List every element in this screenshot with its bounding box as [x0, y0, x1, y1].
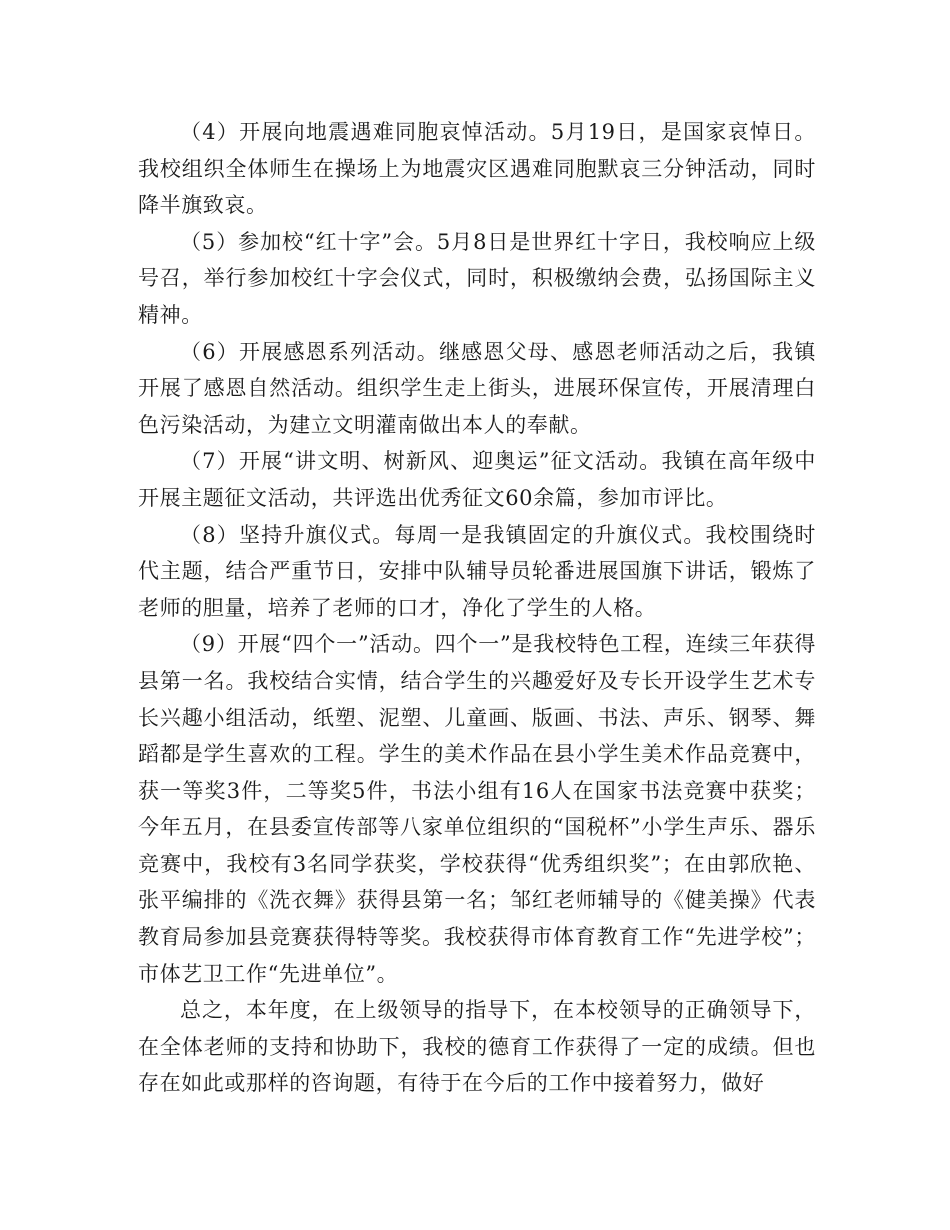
- paragraph-item-5: （5）参加校“红十字”会。5月8日是世界红十字日，我校响应上级号召，举行参加校红十字会仪式，同时，积极缴纳会费，弘扬国际主义精神。: [138, 229, 816, 327]
- document-body: [138, 114, 816, 1102]
- paragraph-item-7: （7）开展“讲文明、树新风、迎奥运”征文活动。我镇在高年级中开展主题征文活动，共评选出优秀征文60余篇，参加市评比。: [138, 449, 816, 510]
- paragraph-item-4: （4）开展向地震遇难同胞哀悼活动。5月19日，是国家哀悼日。我校组织全体师生在操场上为地震灾区遇难同胞默哀三分钟活动，同时降半旗致哀。: [138, 120, 816, 218]
- paragraph-item-8: （8）坚持升旗仪式。每周一是我镇固定的升旗仪式。我校围绕时代主题，结合严重节日，安排中队辅导员轮番进展国旗下讲话，锻炼了老师的胆量，培养了老师的口才，净化了学生的人格。: [138, 522, 816, 620]
- paragraph-item-9: （9）开展“四个一”活动。四个一”是我校特色工程，连续三年获得县第一名。我校结合实情，结合学生的兴趣爱好及专长开设学生艺术专长兴趣小组活动，纸塑、泥塑、儿童画、版画、书法、声乐、钢琴、舞蹈都是学生喜欢的工程。学生的美术作品在县小学生美术作品竞赛中，获一等奖3件，二等奖5件，书法小组有16人在国家书法竞赛中获奖；今年五月，在县委宣传部等八家单位组织的“国税杯”小学生声乐、器乐竞赛中，我校有3名同学获奖，学校获得“优秀组织奖”；在由郭欣艳、张平编排的《洗衣舞》获得县第一名；邹红老师辅导的《健美操》代表教育局参加县竞赛获得特等奖。我校获得市体育教育工作“先进学校”；市体艺卫工作“先进单位”。: [138, 632, 816, 986]
- paragraph-item-6: （6）开展感恩系列活动。继感恩父母、感恩老师活动之后，我镇开展了感恩自然活动。组织学生走上街头，进展环保宣传，开展清理白色污染活动，为建立文明灌南做出本人的奉献。: [138, 339, 816, 437]
- paragraph-summary: 总之，本年度，在上级领导的指导下，在本校领导的正确领导下，在全体老师的支持和协助下，我校的德育工作获得了一定的成绩。但也存在如此或那样的咨询题，有待于在今后的工作中接着努力，做好: [138, 998, 816, 1096]
